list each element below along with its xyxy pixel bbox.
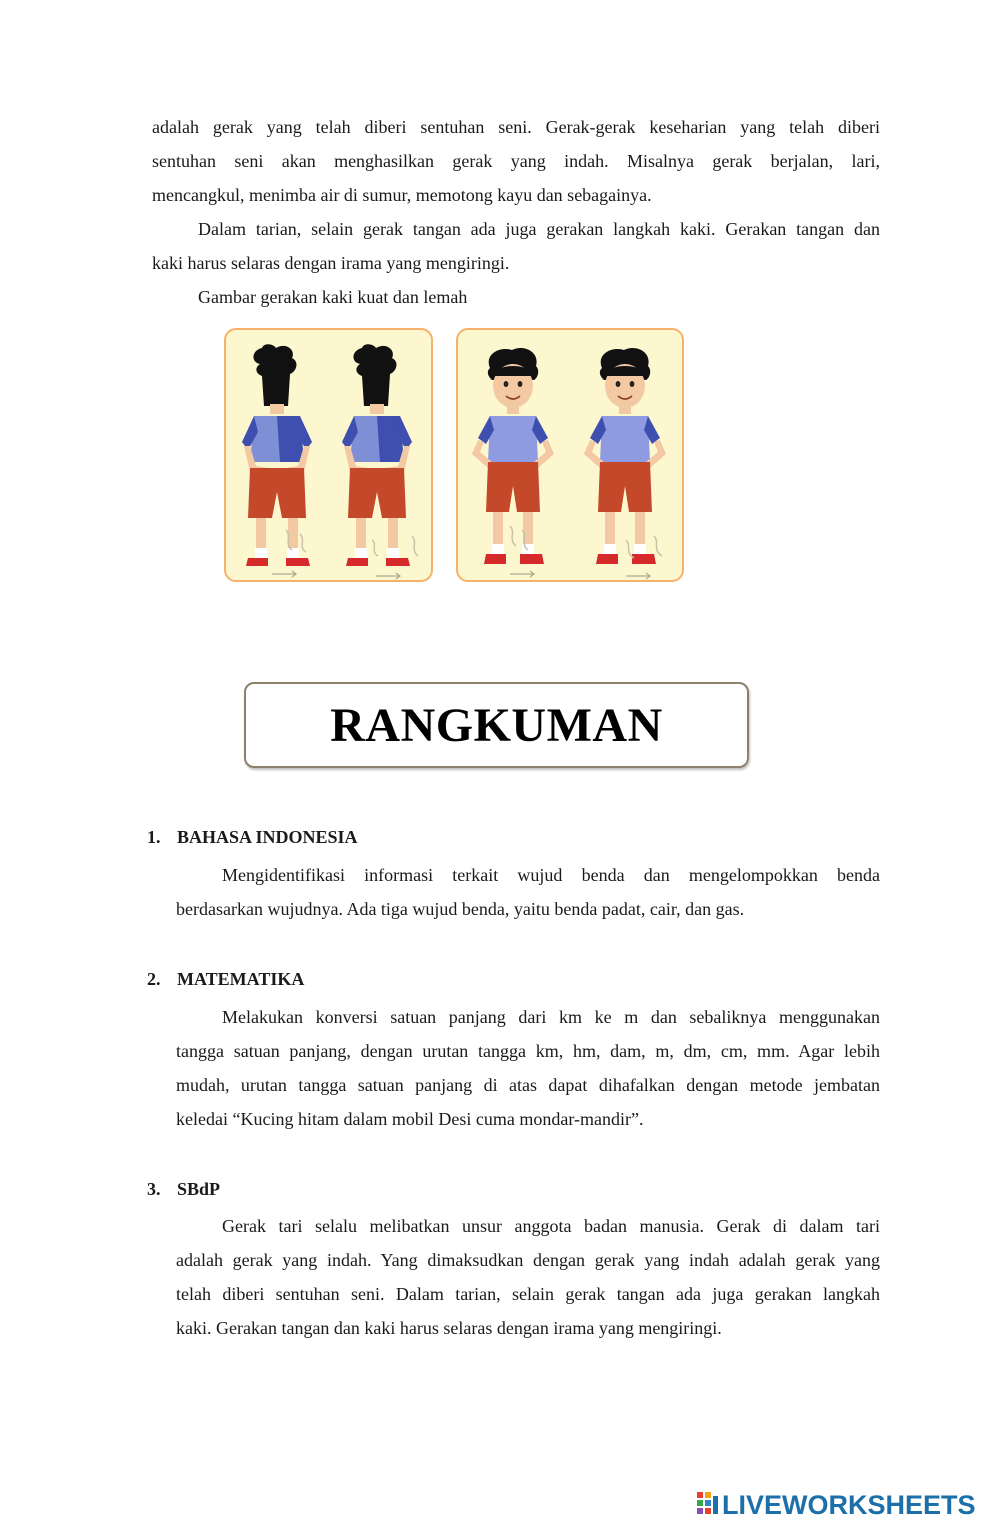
section-line: telah diberi sentuhan seni. Dalam tarian, selain gerak tangan ada juga gerakan langkah — [176, 1284, 880, 1304]
intro-p1-line: mencangkul, menimba air di sumur, memotong kayu dan sebagainya. — [152, 185, 652, 205]
section-line: keledai “Kucing hitam dalam mobil Desi cuma mondar-mandir”. — [176, 1109, 644, 1129]
figure-panel-back-view — [224, 328, 433, 582]
section-title: MATEMATIKA — [177, 969, 305, 989]
section-heading-matematika — [147, 969, 304, 990]
section-line: berdasarkan wujudnya. Ada tiga wujud benda, yaitu benda padat, cair, dan gas. — [176, 899, 745, 919]
intro-p1-line: adalah gerak yang telah diberi sentuhan seni. Gerak-gerak keseharian yang telah diberi — [152, 117, 880, 137]
boys-back-view-illustration — [226, 330, 431, 580]
section-line: mudah, urutan tangga satuan panjang di atas dapat dihafalkan dengan metode jembatan — [176, 1075, 880, 1095]
section-line: tangga satuan panjang, dengan urutan tangga km, hm, dam, m, dm, cm, mm. Agar lebih — [176, 1041, 880, 1061]
liveworksheets-logo-icon — [697, 1492, 719, 1518]
figure-panel-front-view — [456, 328, 684, 582]
figure-caption — [152, 280, 880, 314]
summary-title: RANGKUMAN — [330, 698, 663, 752]
boy-front-right — [584, 348, 666, 564]
liveworksheets-logo[interactable] — [697, 1490, 976, 1520]
section-heading-bahasa-indonesia — [147, 827, 358, 848]
section-line: adalah gerak yang indah. Yang dimaksudkan dengan gerak yang indah adalah gerak yang — [176, 1250, 880, 1270]
boy-back-left — [242, 344, 312, 566]
intro-paragraph-1 — [152, 110, 880, 212]
section-paragraph-bahasa-indonesia — [176, 858, 880, 926]
section-number: 3. — [147, 1179, 161, 1199]
section-number: 2. — [147, 969, 161, 989]
figure-caption-text: Gambar gerakan kaki kuat dan lemah — [198, 287, 468, 307]
intro-p2-line: Dalam tarian, selain gerak tangan ada juga gerakan langkah kaki. Gerakan tangan dan — [198, 219, 880, 239]
section-line: Gerak tari selalu melibatkan unsur anggota badan manusia. Gerak di dalam tari — [222, 1216, 880, 1236]
section-paragraph-sbdp — [176, 1209, 880, 1345]
intro-p1-line: sentuhan seni akan menghasilkan gerak yang indah. Misalnya gerak berjalan, lari, — [152, 151, 880, 171]
section-paragraph-matematika — [176, 1000, 880, 1136]
section-title: SBdP — [177, 1179, 221, 1199]
summary-title-box — [244, 682, 749, 768]
section-title: BAHASA INDONESIA — [177, 827, 358, 847]
section-heading-sbdp — [147, 1179, 220, 1200]
section-line: Melakukan konversi satuan panjang dari km ke m dan sebaliknya menggunakan — [222, 1007, 880, 1027]
section-line: kaki. Gerakan tangan dan kaki harus selaras dengan irama yang mengiringi. — [176, 1318, 722, 1338]
boy-back-right — [342, 344, 412, 566]
section-line: Mengidentifikasi informasi terkait wujud benda dan mengelompokkan benda — [222, 865, 880, 885]
liveworksheets-logo-text: LIVEWORKSHEETS — [722, 1489, 976, 1520]
boys-front-view-illustration — [458, 330, 682, 580]
intro-paragraph-2 — [152, 212, 880, 280]
section-number: 1. — [147, 827, 161, 847]
intro-p2-line: kaki harus selaras dengan irama yang mengiringi. — [152, 253, 510, 273]
